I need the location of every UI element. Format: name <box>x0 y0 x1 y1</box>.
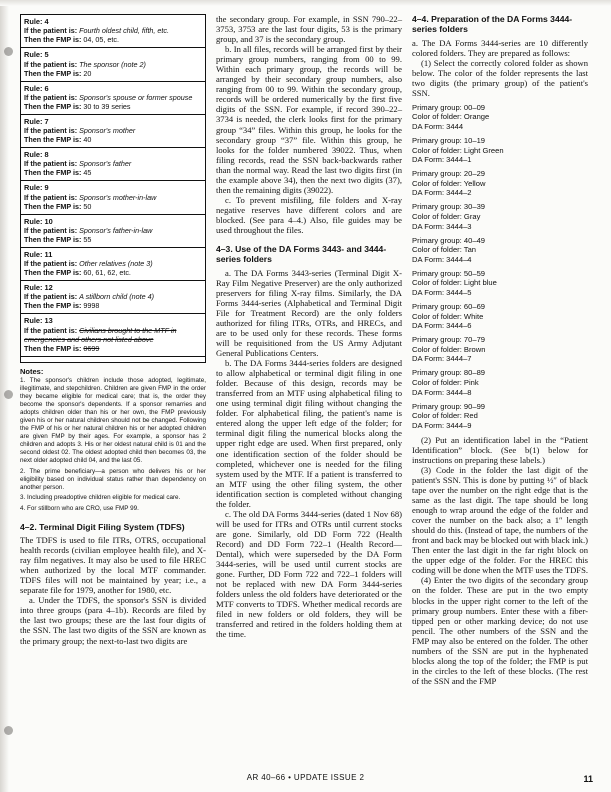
rule-then <box>24 69 202 78</box>
note-item: 3. Including preadoptive children eligible for medical care. <box>20 494 181 502</box>
rule-number: Rule: 12 <box>24 283 53 292</box>
paragraph: b. In all files, records will be arranged first by their primary group numbers, ranging from 00 to 99. Within each primary group, the records will be arranged by their secondary group numbers, also ranging from 00 to 99. Within the secondary group, records will be ordered numerically by the first five digits of the SSN. For example, if record 390–22–3734 is needed, the clerk looks first for the primary group “34” files. Within this group, he looks for the secondary group “37” file. Within this group, he looks for the folder numbered 39022. Thus, when filing records, read the SSN back-backwards rather than the normal way. Read the last two digits first (in the example above 34), then the next two digits (37), then the remaining digits (39022). <box>216 44 402 195</box>
list-item <box>412 335 588 364</box>
rule-then <box>24 135 202 144</box>
table-row <box>21 181 205 214</box>
folder-primary-group: Primary group: 70–79 <box>412 335 486 345</box>
rule-if-value: Fourth oldest child, fifth, etc. <box>79 26 170 36</box>
hole-punch-mark <box>4 47 13 56</box>
rule-if-value: Other relatives (note 3) <box>79 259 153 268</box>
rule-then-value: 04, 05, etc. <box>83 35 119 45</box>
rule-if <box>24 60 202 69</box>
folder-primary-group: Primary group: 50–59 <box>412 268 486 278</box>
rule-number: Rule: 13 <box>24 316 53 326</box>
rule-if-label: If the patient is: <box>24 26 78 36</box>
rule-number: Rule: 5 <box>24 50 49 60</box>
rule-then-label: Then the FMP is: <box>24 135 82 144</box>
folder-form: DA Form: 3444–8 <box>412 387 472 397</box>
folder-form: DA Form: 3444–3 <box>412 221 472 231</box>
rule-number: Rule: 8 <box>24 150 49 159</box>
table-row <box>21 15 205 48</box>
rule-then <box>24 268 202 277</box>
rule-then-label: Then the FMP is: <box>24 201 82 211</box>
folder-color: Color of folder: Yellow <box>412 178 486 188</box>
rule-then-value: 50 <box>83 201 92 211</box>
rule-if-value-struck: Civilians brought to the MTF in emergencies and others not listed above <box>24 325 177 344</box>
scan-top-shadow <box>0 0 611 6</box>
rule-then-label: Then the FMP is: <box>24 68 82 78</box>
list-item <box>412 136 588 165</box>
folder-color: Color of folder: Tan <box>412 245 477 255</box>
note-item: 2. The prime beneficiary—a person who delivers his or her eligibility based on individual status rather than dependency on another person. <box>20 467 206 491</box>
paragraph: c. The old DA Forms 3444-series (dated 1 Nov 68) will be used for ITRs and OTRs until current stocks are gone. Similarly, old DD Form 722 (Health Record) and DD Form 722–1 (Health Record—Dental), which were superseded by the DA Form 3444-series, will be used until current stocks are gone. Further, DD Form 722 and 722–1 folders will not be replaced with new DA Form 3444-series folders unless the old folders have deteriorated or the MTF converts to TDFS. Whether medical records are filed in new folders or old folders, they will be transferred and retired in the folders holding them at the time. <box>216 508 402 640</box>
table-row <box>21 215 205 248</box>
page-footer: AR 40–66 • UPDATE ISSUE 2 <box>246 773 365 782</box>
rule-if-value: The sponsor (note 2) <box>79 59 146 69</box>
rule-number: Rule: 6 <box>24 83 49 93</box>
rule-if-value: Sponsor's father-in-law <box>79 225 153 235</box>
rule-if <box>24 193 202 202</box>
section-heading-4-2: 4–2. Terminal Digit Filing System (TDFS) <box>20 521 185 532</box>
rules-table <box>20 14 206 363</box>
rule-then-value: 9998 <box>83 301 100 311</box>
column-middle <box>216 14 402 756</box>
rule-if-label: If the patient is: <box>24 225 78 235</box>
folder-form: DA Form: 3444 <box>412 122 464 132</box>
note-item: 4. For stillborn who are CRO, use FMP 99. <box>20 504 139 512</box>
rule-if-value: Sponsor's father <box>79 159 132 169</box>
folder-primary-group: Primary group: 60–69 <box>412 302 486 312</box>
rule-then <box>24 344 202 353</box>
rule-then-value: 40 <box>83 135 92 144</box>
rule-if <box>24 126 202 135</box>
folder-form: DA Form: 3444–9 <box>412 420 472 430</box>
folder-primary-group: Primary group: 40–49 <box>412 235 486 245</box>
list-item <box>412 302 588 331</box>
hole-punch-mark <box>4 390 13 399</box>
folder-primary-group: Primary group: 00–09 <box>412 102 486 112</box>
rule-if-value: Sponsor's mother <box>79 126 136 135</box>
rule-if-label: If the patient is: <box>24 126 78 135</box>
rule-if <box>24 259 202 268</box>
folder-primary-group: Primary group: 30–39 <box>412 202 486 212</box>
rule-then-value-struck: 0699 <box>83 343 100 353</box>
rule-number: Rule: 7 <box>24 116 49 126</box>
rule-if-label: If the patient is: <box>24 292 78 302</box>
folder-form: DA Form: 3444–1 <box>412 155 472 165</box>
rule-if-label: If the patient is: <box>24 192 78 202</box>
rule-then-value: 55 <box>83 234 92 244</box>
folder-primary-group: Primary group: 90–99 <box>412 401 486 411</box>
rule-if <box>24 93 202 102</box>
rule-then <box>24 35 202 44</box>
folder-color: Color of folder: Brown <box>412 344 486 354</box>
table-row <box>21 281 205 314</box>
folder-color: Color of folder: Orange <box>412 112 490 122</box>
rule-then-label: Then the FMP is: <box>24 101 82 111</box>
rule-then-value: 30 to 39 series <box>83 101 131 111</box>
section-heading-4-4: 4–4. Preparation of the DA Forms 3444-series folders <box>412 14 573 35</box>
paragraph: b. The DA Forms 3444-series folders are designed to allow alphabetical or terminal digit filing in one folder. Because of this design, records may be transferred from an MTF using alphabetical filing to one using terminal digit filing without changing the folder. For alphabetical filing, the patient's name is entered along the upper left edge of the folder; for terminal digit filing the numerical blocks along the upper right edge are used. When first prepared, only one identification section of the folder should be completed, whichever one is needed for the filing system used by the MTF. If a patient is transferred to an MTF using the other filing system, the other identification section is completed without changing the folder. <box>216 358 402 509</box>
section-heading-4-3: 4–3. Use of the DA Forms 3443- and 3444-series folders <box>216 244 387 265</box>
folder-primary-group: Primary group: 80–89 <box>412 368 486 378</box>
rule-if <box>24 159 202 168</box>
paragraph: a. The DA Forms 3444-series are 10 differently colored folders. They are prepared as follows: <box>412 37 588 58</box>
table-row <box>21 82 205 115</box>
rule-if <box>24 226 202 235</box>
page-number: 11 <box>583 774 593 784</box>
folder-primary-group: Primary group: 20–29 <box>412 169 486 179</box>
rule-if-label: If the patient is: <box>24 159 78 169</box>
folder-form: DA Form: 3444–4 <box>412 254 472 264</box>
rule-number: Rule: 9 <box>24 183 49 193</box>
rule-if-label: If the patient is: <box>24 59 78 69</box>
paragraph: (1) Select the correctly colored folder as shown below. The color of the folder represents the last two digits (the primary group) of the patient's SSN. <box>412 57 588 98</box>
paragraph: a. Under the TDFS, the sponsor's SSN is divided into three groups (para 4–1b). Records are filed by the last two groups; these are the last four digits of the SSN. The last two digits of the SSN are known as the primary group; the next-to-last two digits are <box>20 595 206 646</box>
rule-if-label: If the patient is: <box>24 325 78 335</box>
folder-color: Color of folder: Gray <box>412 212 481 222</box>
folder-color: Color of folder: Red <box>412 411 478 421</box>
rule-then-label: Then the FMP is: <box>24 268 82 277</box>
rule-then-label: Then the FMP is: <box>24 301 82 311</box>
folder-color: Color of folder: Light Green <box>412 145 504 155</box>
rule-number: Rule: 10 <box>24 216 53 226</box>
table-row <box>21 48 205 81</box>
hole-punch-mark <box>4 726 13 735</box>
list-item <box>412 368 588 397</box>
rule-if-value: Sponsor's spouse or former spouse <box>79 92 193 102</box>
list-item <box>412 269 588 298</box>
notes-block <box>20 377 206 513</box>
folder-form: DA Form: 3444–2 <box>412 188 472 198</box>
folder-color: Color of folder: White <box>412 311 484 321</box>
rule-then <box>24 102 202 111</box>
folder-primary-group: Primary group: 10–19 <box>412 136 486 146</box>
paragraph: a. The DA Forms 3443-series (Terminal Digit X-Ray Film Negative Preserver) are the only authorized preservers for filing X-ray films. Similarly, the DA Forms 3444-series (Alphabetical and Terminal Digit File for Treatment Record) are the only folders authorized for filing ITRs, OTRs, and HRECs, and are to be used only for these records. These forms will be requisitioned from the US Army Adjutant General Publications Centers. <box>216 267 402 359</box>
rule-then-value: 60, 61, 62, etc. <box>83 268 131 277</box>
list-item <box>412 103 588 132</box>
rule-if <box>24 26 202 35</box>
note-item: 1. The sponsor's children include those adopted, legitimate, illegitimate, and stepchildren. Children are given FMP in the order they became eligible for medical care; that is, the order they become the sponsor's dependents. If a sponsor remarries and adopts children older than his or her own, the FMP previously given his or her natural children should not be changed. Following the FMP of his or her natural children his or her adopted children are given FMP by their ages. For example, a sponsor has 2 children and adopts 3. His or her oldest natural child is 01 and the second oldest 02. The oldest adopted child then becomes 03, the next older adopted child 04, and the last 05. <box>20 376 206 464</box>
table-row <box>21 148 205 181</box>
rule-then-label: Then the FMP is: <box>24 234 82 244</box>
paragraph: (2) Put an identification label in the “Patient Identification” block. (See b(1) below for instructions on preparing these labels.) <box>412 434 588 465</box>
table-row <box>21 357 205 363</box>
rule-then-label: Then the FMP is: <box>24 343 82 353</box>
rule-if-label: If the patient is: <box>24 92 78 102</box>
folder-color: Color of folder: Pink <box>412 377 479 387</box>
rule-if <box>24 326 202 344</box>
paragraph: (4) Enter the two digits of the secondary group on the folder. These are put in the two empty blocks in the upper right corner to the left of the primary group numbers. Enter these with a fiber-tipped pen or other marking device; do not use pencil. The other numbers of the SSN and the FMP may also be entered on the folder. The other numbers of the SSN are put in the hyphenated blocks along the top of the folder; the FMP is put in the circles to the left of these blocks. (The rest of the SSN and the FMP <box>412 575 588 686</box>
rule-then <box>24 168 202 177</box>
notes-heading: Notes: <box>20 366 44 376</box>
column-left <box>20 14 206 756</box>
rule-number: Rule: 11 <box>24 249 53 259</box>
rule-then-value: 20 <box>83 68 92 78</box>
rule-if <box>24 292 202 301</box>
three-column-layout <box>20 14 595 756</box>
rule-then <box>24 235 202 244</box>
rule-if-value: A stillborn child (note 4) <box>79 292 154 302</box>
folder-form: DA Form: 3444–5 <box>412 287 472 297</box>
list-item <box>412 402 588 431</box>
paragraph: The TDFS is used to file ITRs, OTRS, occupational health records (civilian employee health file), and X-ray film negatives. It may also be used to file HREC when authorized by the local MTF commander. TDFS files will not be maintained by year; i.e., a separate file for 1979, another for 1980, etc. <box>20 535 206 596</box>
rule-number: Rule: 4 <box>24 17 49 26</box>
paragraph: c. To prevent misfiling, file folders and X-ray negative reserves have different colors and are blocked. (See para 4–4.) Also, file guides may be used throughout the files. <box>216 194 402 235</box>
paragraph: (3) Code in the folder the last digit of the patient's SSN. This is done by putting ½″ of black tape over the number on the right edge that is the same as the last digit. The tape should be long enough to wrap around the edge of the folder and cover the number on the back also; a 1″ length should do this. (Instead of tape, the numbers of the front and back may be blocked out with black ink.) Then enter the last digit in the far right block on the upper edge of the folder. For the HREC this coding will be done when the MTF uses the TDFS. <box>412 464 588 576</box>
table-row <box>21 248 205 281</box>
table-row <box>21 314 205 356</box>
rule-then-label: Then the FMP is: <box>24 168 82 178</box>
paragraph: the secondary group. For example, in SSN 790–22–3753, 3753 are the last four digits, 53 is the primary group, and 37 is the secondary group. <box>216 14 402 45</box>
table-row <box>21 115 205 148</box>
folder-form: DA Form: 3444–7 <box>412 354 472 364</box>
list-item <box>412 236 588 265</box>
rule-then-value: 45 <box>83 168 92 178</box>
folder-color: Color of folder: Light blue <box>412 278 497 288</box>
rule-then <box>24 202 202 211</box>
rule-if-value: Sponsor's mother-in-law <box>79 192 157 202</box>
list-item <box>412 202 588 231</box>
folder-form: DA Form: 3444–6 <box>412 321 472 331</box>
rule-then-label: Then the FMP is: <box>24 35 82 45</box>
rule-if-label: If the patient is: <box>24 259 78 268</box>
list-item <box>412 169 588 198</box>
column-right <box>412 14 588 756</box>
rule-then <box>24 301 202 310</box>
